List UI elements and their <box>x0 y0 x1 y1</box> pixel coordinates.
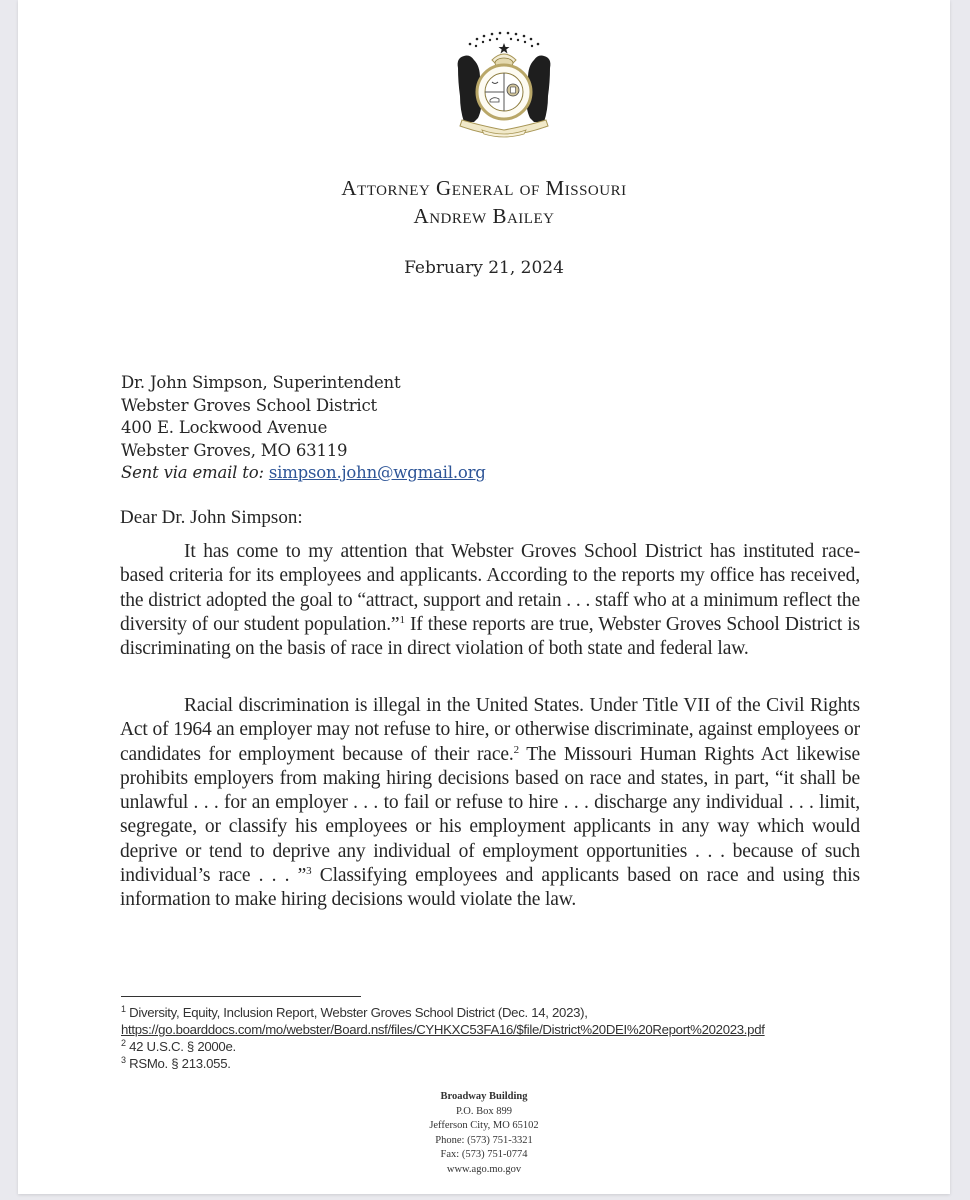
footnote-ref-1: 1 <box>399 613 405 626</box>
footnote-1-link[interactable]: https://go.boarddocs.com/mo/webster/Board.nsf/files/CYHKXC53FA16/$file/District%20DEI%20Report%202023.pdf <box>121 1022 765 1037</box>
footnote-2-number: 2 <box>121 1038 126 1048</box>
recipient-name: Dr. John Simpson, Superintendent <box>121 373 401 392</box>
recipient-address <box>121 372 486 485</box>
footnote-3-text: RSMo. § 213.055. <box>129 1056 231 1071</box>
contact-building: Broadway Building <box>440 1091 528 1102</box>
recipient-street: 400 E. Lockwood Avenue <box>121 418 328 437</box>
contact-phone: Phone: (573) 751-3321 <box>435 1134 533 1146</box>
footnote-1 <box>121 1004 861 1038</box>
recipient-organization: Webster Groves School District <box>121 395 377 415</box>
contact-po-box: P.O. Box 899 <box>455 1105 512 1117</box>
footnote-1-number: 1 <box>121 1004 126 1014</box>
office-title: Attorney General of Missouri <box>341 176 627 200</box>
salutation: Dear Dr. John Simpson: <box>120 507 303 528</box>
footnote-2-text: 42 U.S.C. § 2000e. <box>129 1039 236 1054</box>
sent-via-label: Sent via email to: <box>121 463 264 482</box>
paragraph-2-tail: Classifying employees and applicants based on race and using this information to make hiring decisions would violate the law. <box>120 865 861 911</box>
body-paragraph-1 <box>120 540 860 661</box>
footnote-ref-3: 3 <box>306 865 312 878</box>
paragraph-2-text: Racial discrimination is illegal in the United States. Under Title VII of the Civil Rights Act of 1964 an employer may not refuse to hire, or otherwise discriminate, against employees or candidates for employment because of their race. <box>120 695 860 765</box>
contact-website[interactable]: www.ago.mo.gov <box>446 1163 522 1175</box>
missouri-state-seal-icon <box>452 30 556 140</box>
attorney-general-name: Andrew Bailey <box>413 204 555 228</box>
contact-fax: Fax: (573) 751-0774 <box>440 1149 528 1161</box>
recipient-city: Webster Groves, MO 63119 <box>121 440 348 460</box>
footnote-ref-2: 2 <box>513 743 519 756</box>
letter-date: February 21, 2024 <box>404 258 564 278</box>
paragraph-1-tail: If these reports are true, Webster Groves School District is discriminating on the basis of race in direct violation of both state and federal law. <box>120 613 860 660</box>
paragraph-1-text: It has come to my attention that Webster Groves School District has instituted race-based criteria for its employees and applicants. According to the reports my office has received, the district adopted the goal to “attract, support and retain . . . staff who at a minimum reflect the diversity of our student population.” <box>120 541 860 635</box>
letter-page <box>18 0 950 1194</box>
footnote-divider <box>121 996 361 997</box>
footnote-3 <box>121 1055 861 1072</box>
sent-via-email-line <box>121 462 486 485</box>
paragraph-2-middle: The Missouri Human Rights Act likewise prohibits employers from making hiring decisions based on race and states, in part, “it shall be unlawful . . . for an employer . . . to fail or refuse to hire . . . discharge any individual . . . limit, segregate, or classify his employees or his employment applicants in any way which would deprive or tend to deprive any individual of employment opportunities . . . because of such individual’s race . . . ” <box>120 743 860 887</box>
body-paragraph-2 <box>120 694 860 913</box>
contact-city: Jefferson City, MO 65102 <box>429 1120 539 1132</box>
footnote-3-number: 3 <box>121 1055 126 1065</box>
footnote-1-text: Diversity, Equity, Inclusion Report, Webster Groves School District (Dec. 14, 2023), <box>129 1005 588 1020</box>
office-contact-block <box>18 1090 950 1178</box>
footnote-2 <box>121 1038 861 1055</box>
footnotes <box>121 1004 861 1072</box>
recipient-email-link[interactable]: simpson.john@wgmail.org <box>268 463 486 482</box>
